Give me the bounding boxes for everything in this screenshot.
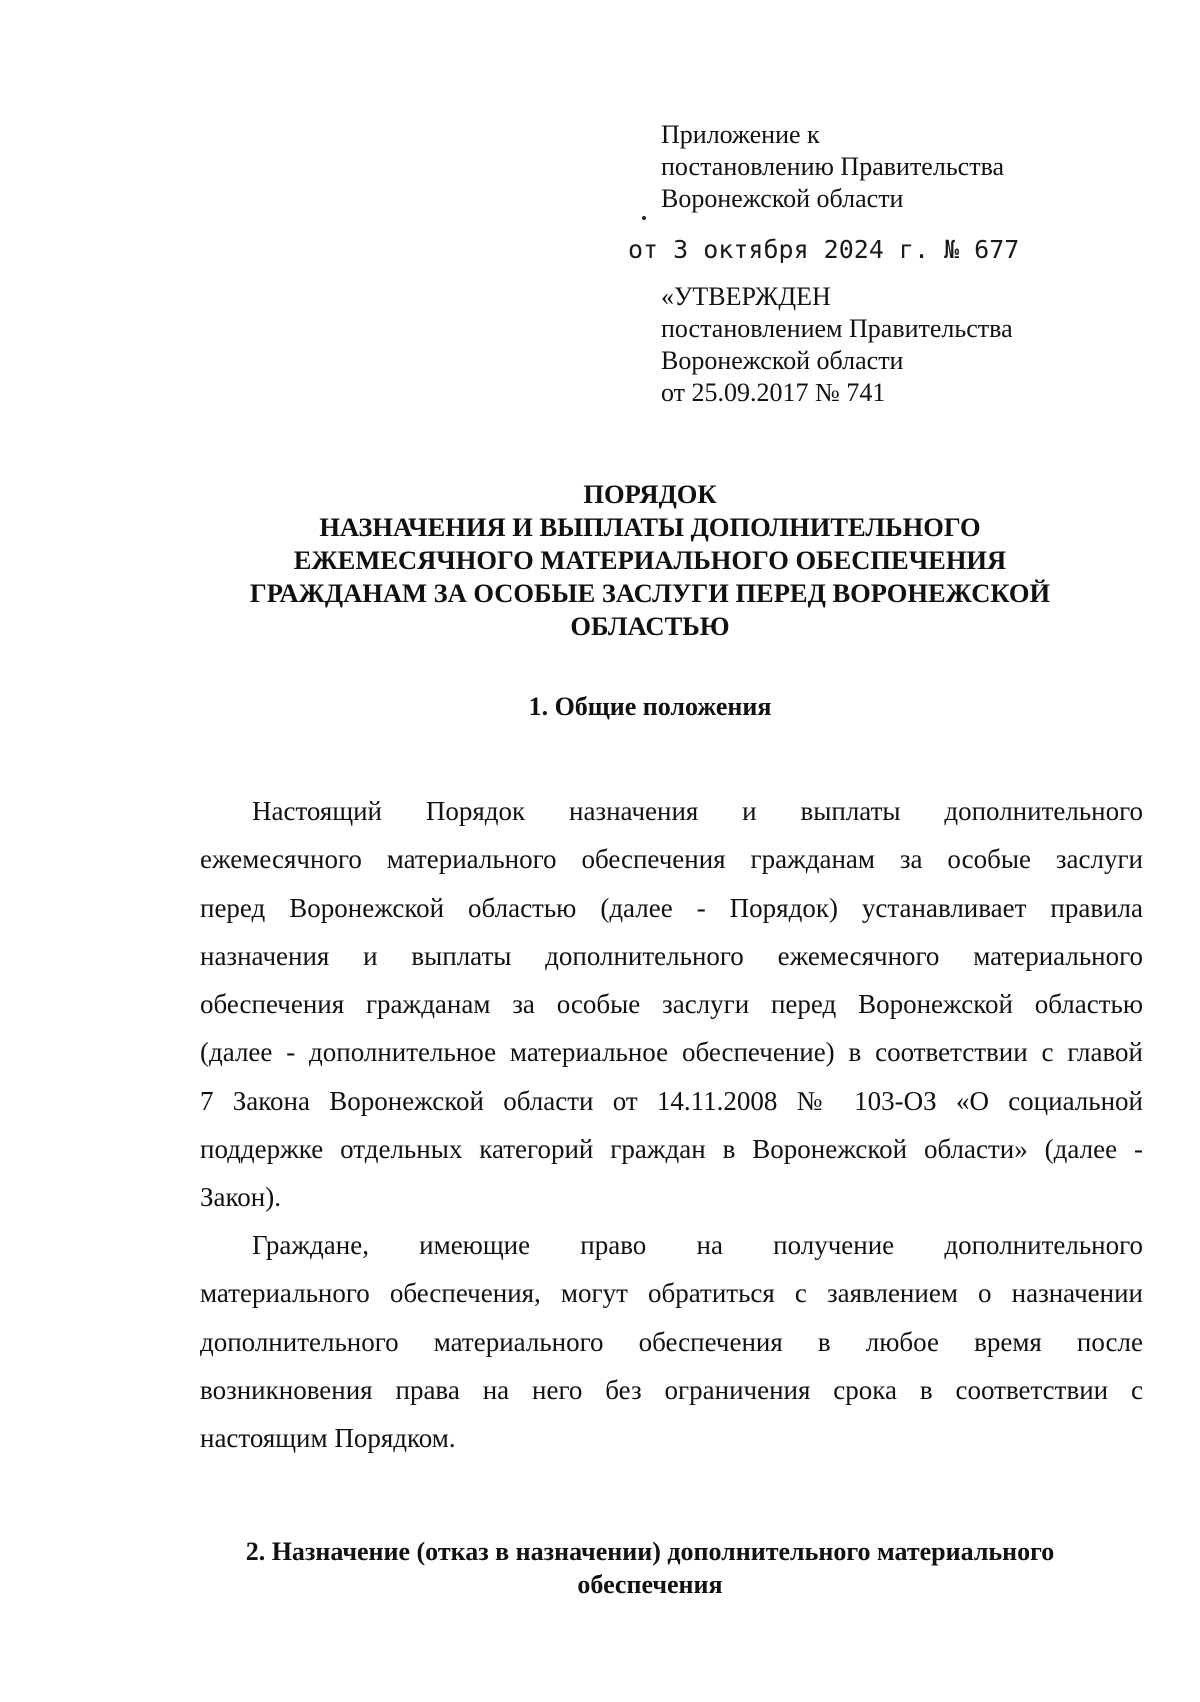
appendix-header bbox=[661, 119, 1081, 215]
paragraph-line: Настоящий Порядок назначения и выплаты дополнительного bbox=[252, 796, 1143, 826]
appendix-line: постановлению Правительства bbox=[661, 152, 1005, 181]
paragraph-line: перед Воронежской областью (далее - Порядок) устанавливает правила bbox=[200, 892, 1143, 923]
paragraph-general-provisions bbox=[200, 787, 1143, 1222]
paragraph-line: 7 Закона Воронежской области от 14.11.2008 № 103-ОЗ «О социальной bbox=[200, 1085, 1143, 1116]
approved-block bbox=[661, 281, 1101, 409]
paragraph-line: материального обеспечения, могут обратиться с заявлением о назначении bbox=[200, 1278, 1143, 1309]
registration-stamp: от 3 октября 2024 г. № 677 bbox=[628, 235, 1020, 264]
title-line: ПОРЯДОК bbox=[583, 479, 717, 509]
section-2-heading-line: обеспечения bbox=[577, 1570, 723, 1599]
title-line: ОБЛАСТЬЮ bbox=[570, 611, 730, 641]
title-line: ЕЖЕМЕСЯЧНОГО МАТЕРИАЛЬНОГО ОБЕСПЕЧЕНИЯ bbox=[293, 545, 1007, 575]
title-line: ГРАЖДАНАМ ЗА ОСОБЫЕ ЗАСЛУГИ ПЕРЕД ВОРОНЕЖСКОЙ bbox=[249, 578, 1051, 608]
approved-line: Воронежской области bbox=[661, 346, 904, 375]
paragraph-line: поддержке отдельных категорий граждан в Воронежской области» (далее - bbox=[200, 1134, 1143, 1165]
paragraph-line: назначения и выплаты дополнительного ежемесячного материального bbox=[200, 940, 1143, 971]
approved-line: «УТВЕРЖДЕН bbox=[661, 282, 831, 311]
approved-line: постановлением Правительства bbox=[661, 314, 1013, 343]
paragraph-line: дополнительного материального обеспечения в любое время после bbox=[200, 1326, 1143, 1357]
section-1-heading: 1. Общие положения bbox=[528, 692, 772, 721]
paragraph-line: Закон). bbox=[200, 1182, 281, 1213]
paragraph-line: настоящим Порядком. bbox=[200, 1423, 456, 1454]
section-2-heading-line: 2. Назначение (отказ в назначении) дополнительного материального bbox=[245, 1537, 1055, 1566]
title-line: НАЗНАЧЕНИЯ И ВЫПЛАТЫ ДОПОЛНИТЕЛЬНОГО bbox=[319, 512, 981, 542]
approved-line: от 25.09.2017 № 741 bbox=[661, 378, 886, 407]
paragraph-eligibility bbox=[200, 1221, 1143, 1462]
document-title bbox=[200, 478, 1100, 643]
appendix-line: Воронежской области bbox=[661, 184, 904, 213]
paragraph-line: Граждане, имеющие право на получение дополнительного bbox=[252, 1230, 1143, 1260]
paragraph-line: ежемесячного материального обеспечения гражданам за особые заслуги bbox=[200, 844, 1143, 875]
appendix-line: Приложение к bbox=[661, 120, 820, 149]
paragraph-line: (далее - дополнительное материальное обеспечение) в соответствии с главой bbox=[200, 1037, 1143, 1068]
scan-artifact-dot bbox=[642, 216, 646, 220]
paragraph-line: возникновения права на него без ограничения срока в соответствии с bbox=[200, 1374, 1143, 1405]
paragraph-line: обеспечения гражданам за особые заслуги перед Воронежской областью bbox=[200, 989, 1143, 1020]
section-2-heading bbox=[180, 1535, 1120, 1601]
